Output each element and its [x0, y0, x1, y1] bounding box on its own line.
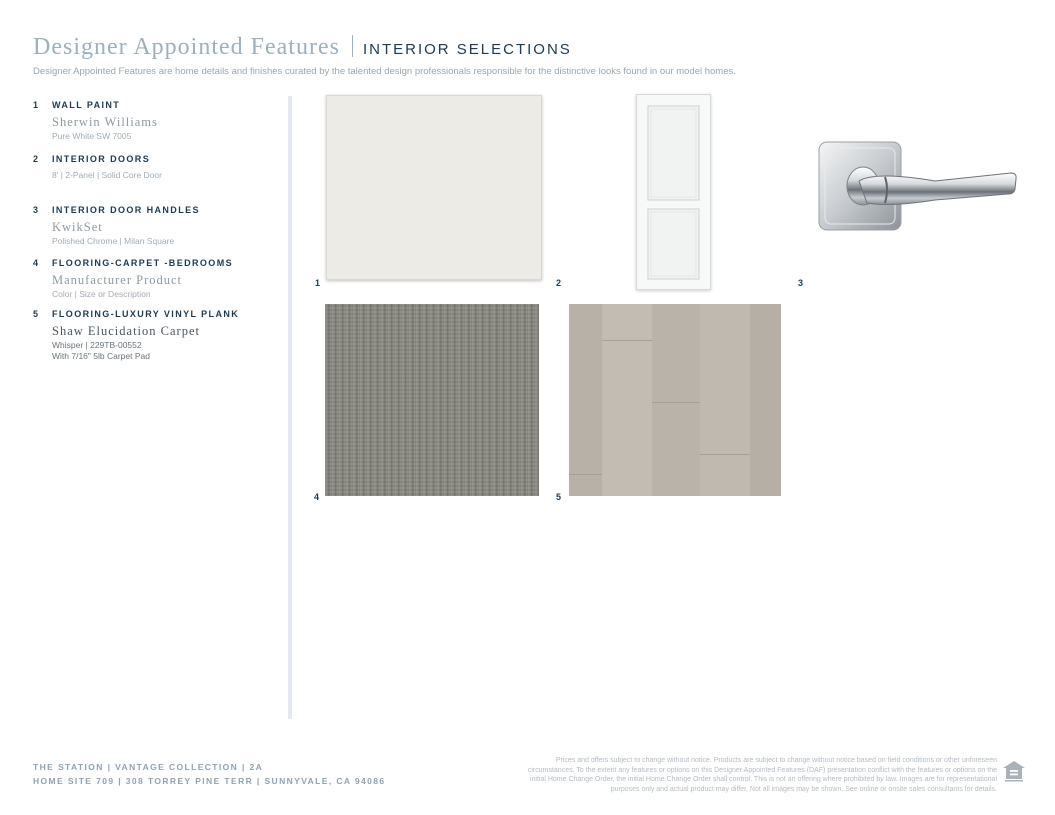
- swatch-number: 1: [315, 278, 321, 288]
- item-brand: Manufacturer Product: [52, 273, 183, 287]
- item-wall-paint: [33, 100, 158, 141]
- item-brand: Shaw Elucidation Carpet: [52, 324, 200, 338]
- item-number: 1: [33, 100, 40, 110]
- item-detail: 8' | 2-Panel | Solid Core Door: [52, 170, 162, 180]
- carpet-swatch: [325, 304, 539, 496]
- swatch-number: 3: [798, 278, 804, 288]
- swatch-number: 4: [314, 492, 320, 502]
- page-subtitle: INTERIOR SELECTIONS: [362, 41, 572, 58]
- item-brand: KwikSet: [52, 220, 103, 234]
- item-detail: Pure White SW 7005: [52, 131, 132, 141]
- item-interior-doors: [33, 154, 162, 180]
- footer-line-address: HOME SITE 709 | 308 TORREY PINE TERR | SUNNYVALE, CA 94086: [33, 776, 386, 786]
- item-detail: Polished Chrome | Milan Square: [52, 236, 175, 246]
- item-brand: Sherwin Williams: [52, 115, 158, 129]
- item-flooring-vinyl: [33, 309, 239, 361]
- item-detail: Whisper | 229TB-00552: [52, 340, 142, 350]
- footer-address: [33, 760, 386, 788]
- vinyl-plank-swatch: [569, 304, 781, 496]
- item-flooring-carpet: [33, 258, 233, 299]
- paint-swatch: [326, 95, 542, 280]
- page-title: [33, 34, 572, 61]
- item-heading: INTERIOR DOORS: [52, 154, 151, 164]
- title-divider: [352, 35, 353, 57]
- door-panel-icon: [637, 95, 710, 289]
- footer-line-collection: THE STATION | VANTAGE COLLECTION | 2A: [33, 762, 264, 772]
- item-heading: WALL PAINT: [52, 100, 121, 110]
- swatch-number: 2: [556, 278, 562, 288]
- swatch-number: 5: [556, 492, 562, 502]
- item-detail-extra: With 7/16" 5lb Carpet Pad: [52, 351, 150, 361]
- title-main: Designer Appointed Features: [33, 34, 340, 60]
- item-heading: INTERIOR DOOR HANDLES: [52, 205, 200, 215]
- door-handle-image: [815, 137, 1020, 237]
- item-door-handles: [33, 205, 200, 246]
- lever-handle-icon: [815, 137, 1020, 237]
- item-number: 4: [33, 258, 40, 268]
- tagline: Designer Appointed Features are home details and finishes curated by the talented design professionals responsible for the distinctive looks found in our model homes.: [33, 66, 736, 77]
- equal-housing-opportunity-icon: [1002, 760, 1026, 782]
- item-heading: FLOORING-CARPET -BEDROOMS: [52, 258, 233, 268]
- door-image: [636, 94, 711, 290]
- item-detail: Color | Size or Description: [52, 289, 151, 299]
- item-number: 2: [33, 154, 40, 164]
- item-number: 5: [33, 309, 40, 319]
- vertical-divider: [288, 96, 292, 719]
- item-heading: FLOORING-LUXURY VINYL PLANK: [52, 309, 240, 319]
- disclaimer-text: Prices and offers subject to change without notice. Products are subject to change without notice based on field conditions or other unforeseen circumstances. To the extent any features or options on this Designer Appointed Features (DAF) presentation conflict with the features or options on the initial Home Change Order, the initial Home Change Order shall control. This is not an offering where prohibited by law. Images are for representational purposes only and actual product may differ. Not all images may be shown. See online or onsite sales consultants for details.: [527, 757, 997, 793]
- item-number: 3: [33, 205, 40, 215]
